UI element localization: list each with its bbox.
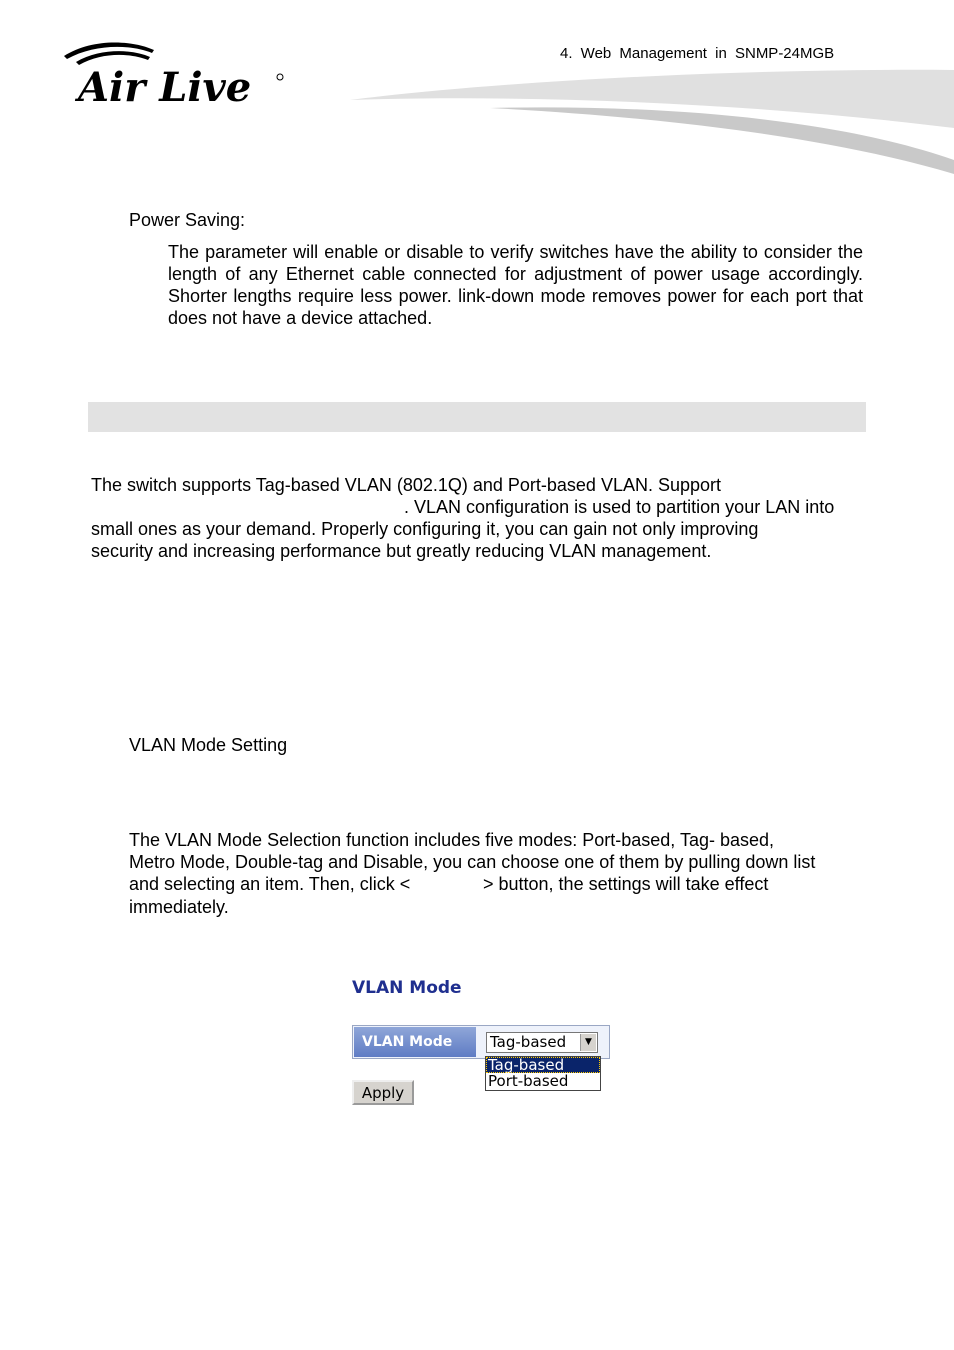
power-saving-body <box>168 241 863 329</box>
vlan-intro-line-4: security and increasing performance but greatly reducing VLAN management. <box>91 541 712 561</box>
header-swoosh <box>340 60 954 180</box>
vlan-mode-row-label: VLAN Mode <box>354 1027 476 1057</box>
airlive-logo <box>62 40 292 110</box>
vlan-mode-line-2: Metro Mode, Double-tag and Disable, you can choose one of them by pulling down list <box>129 852 816 872</box>
chevron-down-icon[interactable]: ▼ <box>580 1034 596 1051</box>
option-port-based[interactable]: Port-based <box>488 1073 569 1089</box>
vlan-mode-setting-heading: VLAN Mode Setting <box>129 735 288 755</box>
vlan-mode-line-3a: and selecting an item. Then, click < <box>129 874 411 894</box>
vlan-intro-line-3: small ones as your demand. Properly configuring it, you can gain not only improving <box>91 519 759 539</box>
vlan-mode-panel-title: VLAN Mode <box>352 978 462 998</box>
airlive-logo-graphic <box>62 40 292 110</box>
section-heading-bar <box>88 402 866 432</box>
apply-button[interactable]: Apply <box>352 1080 414 1105</box>
vlan-mode-select[interactable] <box>486 1032 598 1053</box>
vlan-intro-line-2: . VLAN configuration is used to partition your LAN into <box>404 497 835 517</box>
vlan-mode-line-3b: > button, the settings will take effect <box>483 874 769 894</box>
vlan-mode-dropdown-list <box>485 1056 601 1091</box>
power-saving-text: The parameter will enable or disable to verify switches have the ability to consider the length of any Ethernet cable connected for adjustment of power usage accordingly. Shorter lengths require less power. link-down mode removes power for each port that does not have a device attached. <box>168 242 863 328</box>
logo-text: Air Live <box>78 64 252 110</box>
option-tag-based[interactable]: Tag-based <box>486 1057 600 1073</box>
vlan-mode-line-1: The VLAN Mode Selection function includes five modes: Port-based, Tag- based, <box>129 830 775 850</box>
power-saving-heading: Power Saving: <box>129 210 246 230</box>
vlan-intro-line-1: The switch supports Tag-based VLAN (802.1Q) and Port-based VLAN. Support <box>91 475 722 495</box>
chapter-title: 4. Web Management in SNMP-24MGB <box>560 45 835 62</box>
vlan-mode-line-4: immediately. <box>129 897 229 917</box>
vlan-mode-select-value: Tag-based <box>490 1033 567 1051</box>
